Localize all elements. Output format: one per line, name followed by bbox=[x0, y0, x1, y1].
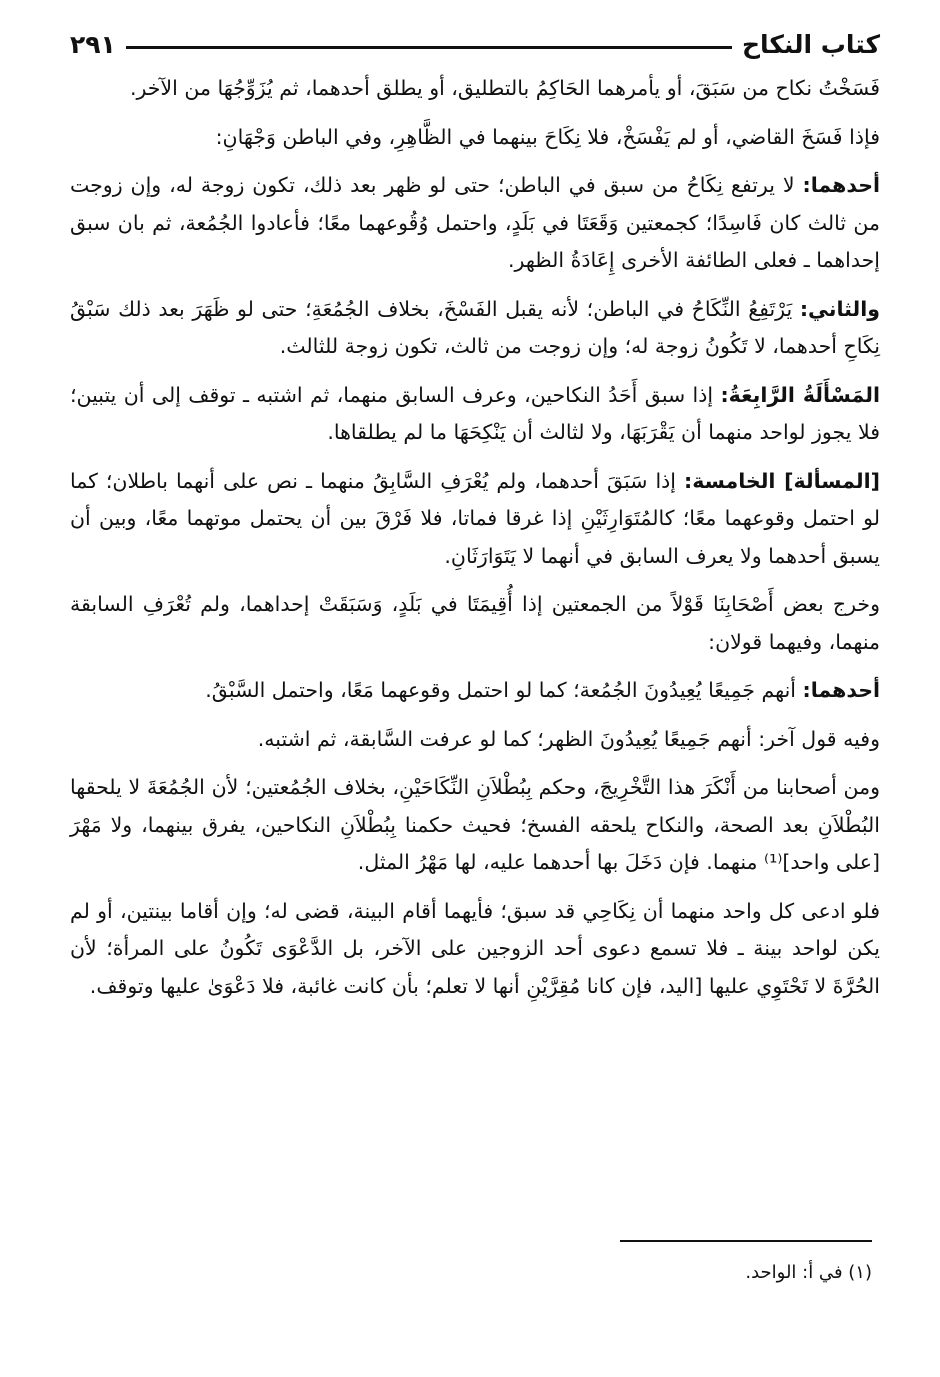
paragraph bbox=[70, 377, 880, 452]
paragraph-text: فَسَخْتُ نكاح من سَبَقَ، أو يأمرهما الحَاكِمُ بالتطليق، أو يطلق أحدهما، ثم يُزَوِّجُهَا من الآخر. bbox=[129, 76, 880, 100]
paragraph bbox=[70, 70, 880, 108]
page-number: ٢٩١ bbox=[70, 29, 116, 59]
paragraph-lead: والثاني: bbox=[799, 296, 880, 321]
footnote-divider bbox=[620, 1240, 872, 1242]
paragraph-text: إذا سَبَقَ أحدهما، ولم يُعْرَفِ السَّابِقُ منهما ـ نص على أنهما باطلان؛ كما لو احتمل وقوعهما معًا؛ كالمُتَوَارِثَيْنِ إذا غرقا فماتا، فلا فَرْقَ بين أن يحتمل موتهما معًا، وبين أن يسبق أحدهما ولا يعرف السابق في أنهما لا يَتَوَارَثَانِ. bbox=[70, 468, 880, 568]
paragraph bbox=[70, 119, 880, 157]
footnote: (١) في أ: الواحد. bbox=[745, 1262, 872, 1283]
paragraph-text: يَرْتَفِعُ النِّكَاحُ في الباطن؛ لأنه يقبل الفَسْخَ، بخلاف الجُمُعَةِ؛ حتى لو ظَهَرَ بعد ذلك سَبْقُ نِكَاحِ أحدهما، لا تَكُونُ زوجة له؛ وإن زوجت من ثالث، تكون زوجة للثالث. bbox=[70, 296, 880, 358]
paragraph-text: إذا سبق أَحَدُ النكاحين، وعرف السابق منهما، ثم اشتبه ـ توقف إلى أن يتبين؛ فلا يجوز لواحد منهما أن يَقْرَبَهَا، ولا لثالث أن يَنْكِحَهَا ما لم يطلقاها. bbox=[70, 382, 880, 444]
paragraph-text: فلو ادعى كل واحد منهما أن نِكَاحِي قد سبق؛ فأيهما أقام البينة، قضى له؛ وإن أقاما بينتين، أو لم يكن لواحد بينة ـ فلا تسمع دعوى أحد الزوجين على الآخر، بل الدَّعْوَى تَكُونُ على المرأة؛ لأن الحُرَّةَ لا تَحْتَوِي عليها [اليد، فإن كانا مُقِرَّيْنِ أنها لا تعلم؛ بأن كانت غائبة، فلا دَعْوَىٰ عليها وتوقف. bbox=[70, 898, 880, 998]
paragraph bbox=[70, 893, 880, 1006]
header-rule bbox=[126, 46, 732, 49]
chapter-title: كتاب النكاح bbox=[741, 29, 880, 59]
paragraph-text: أنهم جَمِيعًا يُعِيدُونَ الجُمُعة؛ كما لو احتمل وقوعهما مَعًا، واحتمل السَّبْقُ. bbox=[205, 678, 803, 702]
body-text bbox=[70, 70, 880, 1005]
paragraph-text: وفيه قول آخر: أنهم جَمِيعًا يُعِيدُونَ الظهر؛ كما لو عرفت السَّابقة، ثم اشتبه. bbox=[257, 726, 880, 751]
page-header bbox=[70, 22, 880, 66]
paragraph bbox=[70, 721, 880, 759]
paragraph bbox=[70, 167, 880, 280]
paragraph-lead: أحدهما: bbox=[802, 173, 880, 197]
paragraph bbox=[70, 672, 880, 710]
paragraph-lead: المَسْأَلَةُ الرَّابِعَةُ: bbox=[720, 382, 881, 407]
page bbox=[70, 22, 880, 1016]
paragraph-text: وخرج بعض أَصْحَابِنَا قَوْلاً من الجمعتين إذا أُقِيمَتَا في بَلَدٍ، وَسَبَقَتْ إحداهما، ولم تُعْرَفِ السابقة منهما، وفيهما قولان: bbox=[70, 592, 880, 654]
paragraph-text: ومن أصحابنا من أَنْكَرَ هذا التَّخْرِيجَ، وحكم بِبُطْلاَنِ النِّكَاحَيْنِ، بخلاف الجُمُعتين؛ لأن الجُمُعَةَ لا يلحقها البُطْلاَنِ بعد الصحة، والنكاح يلحقه الفسخ؛ فحيث حكمنا بِبُطْلاَنِ النكاحين، يفرق بينهما، ولا مَهْرَ [على واحد]⁽¹⁾ منهما. فإن دَخَلَ بها أحدهما عليه، لها مَهْرُ المثل. bbox=[70, 775, 880, 874]
paragraph-text: لا يرتفع نِكَاحُ من سبق في الباطن؛ حتى لو ظهر بعد ذلك، تكون زوجة له، وإن زوجت من ثالث كان فَاسِدًا؛ كجمعتين وَقَعَتَا في بَلَدٍ، واحتمل وُقُوعهما معًا؛ فأعادوا الجُمُعة، ثم بان سبق إحداهما ـ فعلى الطائفة الأخرى إِعَادَةُ الظهر. bbox=[70, 173, 880, 272]
paragraph-lead: [المسألة] الخامسة: bbox=[684, 468, 880, 493]
paragraph-text: فإذا فَسَخَ القاضي، أو لم يَفْسَخْ، فلا نِكَاحَ بينهما في الظَّاهِرِ، وفي الباطن وَجْهَانِ: bbox=[215, 124, 880, 149]
paragraph bbox=[70, 463, 880, 576]
paragraph bbox=[70, 291, 880, 366]
paragraph-lead: أحدهما: bbox=[802, 678, 880, 702]
paragraph bbox=[70, 769, 880, 882]
paragraph bbox=[70, 586, 880, 661]
